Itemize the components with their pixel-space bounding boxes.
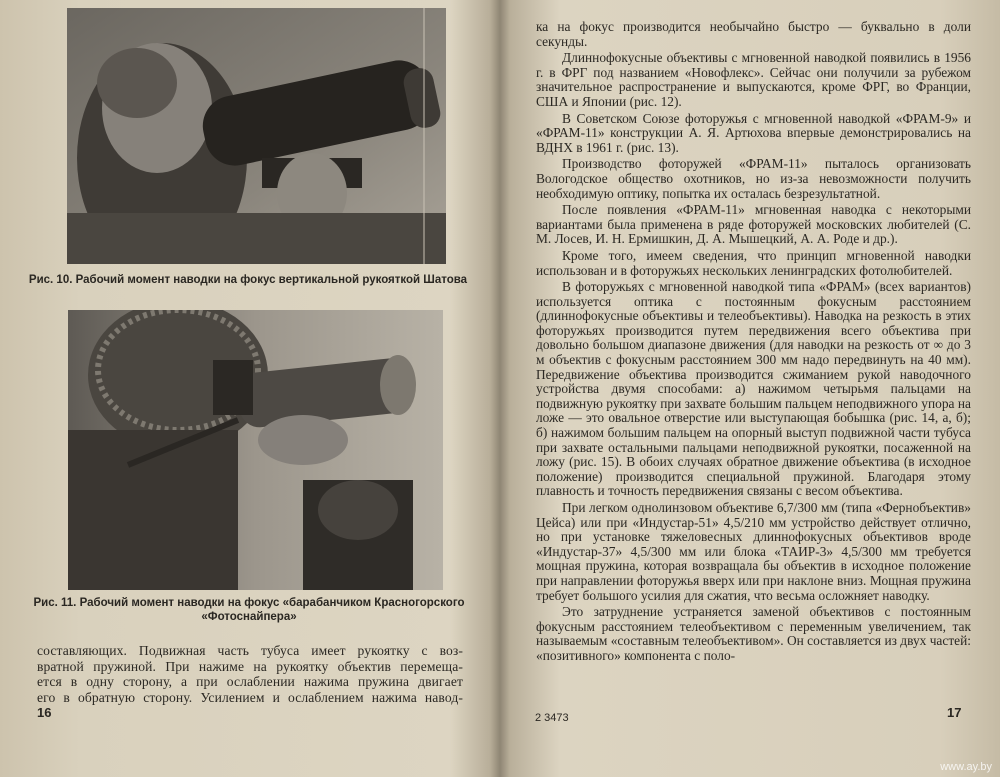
paragraph: В Советском Союзе фоторужья с мгновенной наводкой «ФРАМ-9» и «ФРАМ-11» конструкции А. Я. Артюхова впервые демонстрировались на ВДНХ в 1961 г. (рис. 13). <box>536 110 971 155</box>
paragraph: Это затруднение устраняется заменой объективов с постоянным фокусным расстоянием телеобъективом с переменным увеличением, так называемым «составным телеобъективом». Он составляется из двух частей: «позитивного» компонента с поло- <box>536 604 971 663</box>
paragraph: Производство фоторужей «ФРАМ-11» пыталось организовать Вологодское общество охотников, но из-за невозможности получить необходимую оптику, попытка их осталась безрезультатной. <box>536 156 971 201</box>
text-line: составляющих. Подвижная часть тубуса имеет рукоятку с воз- <box>37 643 463 658</box>
text-line: его в обратную сторону. Усилением и ослаблением нажима навод- <box>37 689 463 705</box>
watermark: www.ay.by <box>940 761 992 773</box>
page-number-right: 17 <box>947 705 962 720</box>
left-body-text <box>37 643 467 705</box>
paragraph: После появления «ФРАМ-11» мгновенная наводка с некоторыми вариантами была применена в ряде фоторужей московских любителей (С. М. Лосев, И. Н. Ермишкин, Д. А. Мышецкий, А. А. Роде и др.). <box>536 202 971 247</box>
figure-11-caption: Рис. 11. Рабочий момент наводки на фокус «барабанчиком Красногорского «Фотоснайпера» <box>33 597 465 623</box>
paragraph: При легком однолинзовом объективе 6,7/300 мм (типа «Фернобъектив» Цейса) или при «Индустар-51» 4,5/210 мм устройство действует отлично, но при установке тяжеловесных длиннофокусных объективов вроде «Индустар-37» 4,5/300 мм или блока «ТАИР-3» 4,5/300 мм требуется мощная пружина, которая возвращала бы объектив в исходное положение при направлении фоторужья вверх или при наклоне вниз. Мощная пружина требует большого усилия для сжатия, что весьма осложняет наводку. <box>536 500 971 603</box>
figure-11-photo <box>68 310 443 590</box>
figure-10-caption: Рис. 10. Рабочий момент наводки на фокус вертикальной рукояткой Шатова <box>28 274 468 286</box>
paragraph: Кроме того, имеем сведения, что принцип мгновенной наводки использован и в фоторужьях нескольких ленинградских фотолюбителей. <box>536 247 971 278</box>
right-body-text <box>536 20 971 666</box>
text-line: вратной пружиной. При нажиме на рукоятку объектив перемеща- <box>37 658 463 674</box>
page-number-left: 16 <box>37 705 52 720</box>
right-page <box>505 0 1000 777</box>
paragraph: В фоторужьях с мгновенной наводкой типа «ФРАМ» (всех вариантов) используется оптика с постоянным фокусным расстоянием (длиннофокусные объективы и телеобъективы). Наводка на резкость в этих фоторужьях производится путем передвижения всего объектива при довольно большом диапазоне движения (для наводки на резкость от ∞ до 3 м объектив с фокусным расстоянием 300 мм надо передвинуть на 40 мм). Передвижение объектива производится сжиманием рукой наводочного устройства двумя способами: а) нажимом четырьмя пальцами на подвижную рукоятку при захвате большим пальцем неподвижного упора на ложе — это овальное отверстие или выступающая бобышка (рис. 14, а, б); б) нажимом большим пальцем на опорный выступ подвижной части тубуса при захвате остальными пальцами неподвижной рукоятки, посаженной на ложу (рис. 15). В обоих случаях обратное движение объектива (в исходное положение) производится специальной пружиной. Благодаря этому плавность и точность передвижения связаны с весом объектива. <box>536 279 971 499</box>
paragraph: Длиннофокусные объективы с мгновенной наводкой появились в 1956 г. в ФРГ под названием «Новофлекс». Сейчас они получили за рубежом значительное распространение и выпускаются, кроме ФРГ, во Франции, США и Японии (рис. 12). <box>536 50 971 109</box>
left-page <box>0 0 495 777</box>
text-line: ется в одну сторону, а при ослаблении нажима пружина двигает <box>37 674 463 689</box>
figure-10-photo <box>67 8 446 264</box>
printer-signature: 2 3473 <box>535 712 569 724</box>
paragraph: ка на фокус производится необычайно быстро — буквально в доли секунды. <box>536 19 971 49</box>
